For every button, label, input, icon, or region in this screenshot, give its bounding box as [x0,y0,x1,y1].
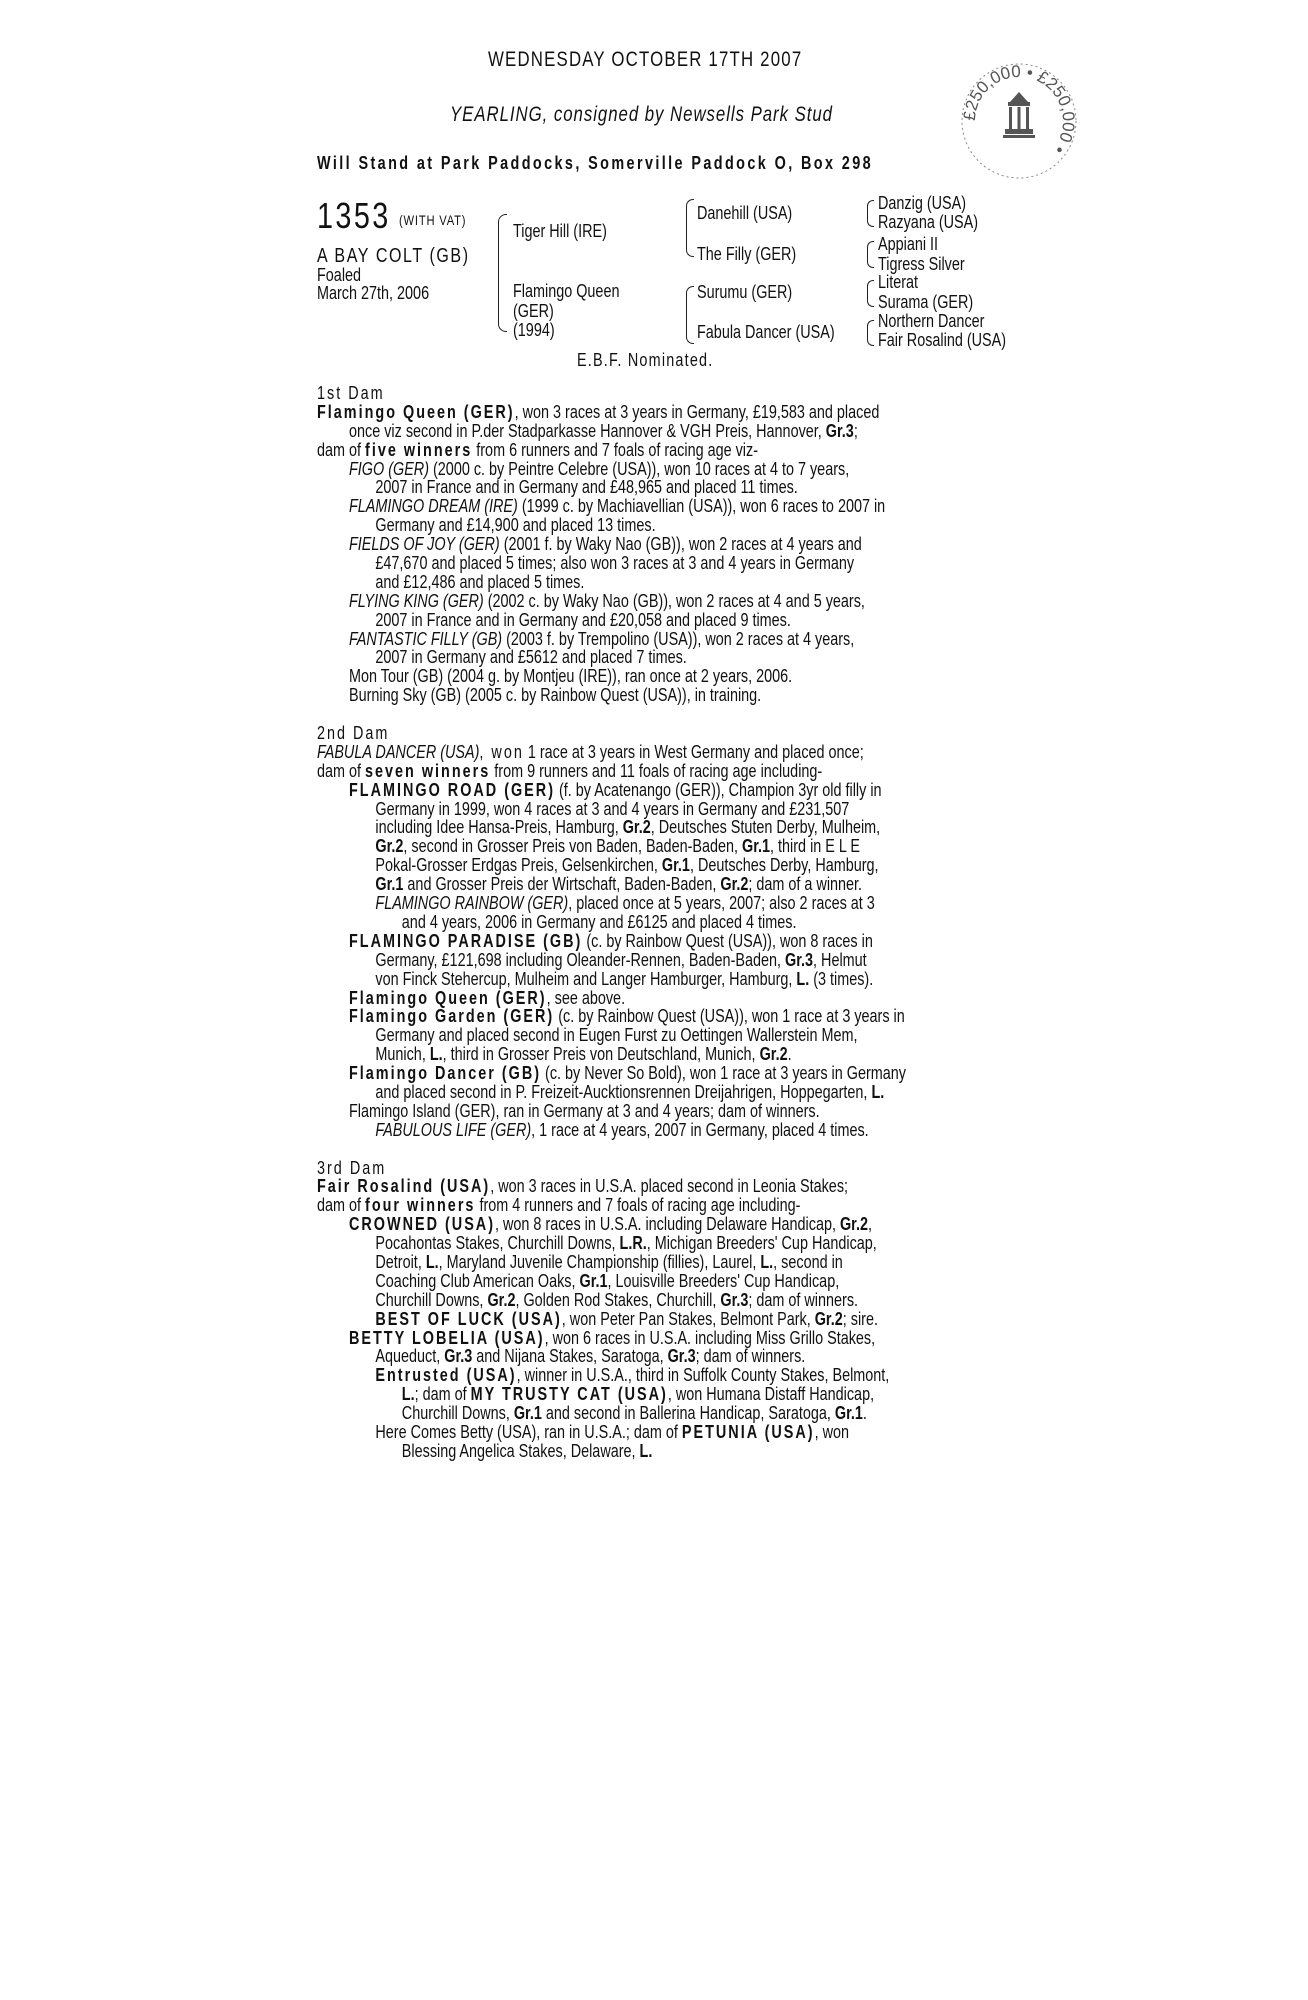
text: , Deutsches Stuten Derby, Mulheim, [650,817,881,838]
text: Detroit, [375,1251,426,1272]
pedigree-sdd: Tigress Silver [878,254,965,274]
pedigree-ssd: Razyana (USA) [878,212,979,232]
progeny-line [317,1233,877,1254]
text: , placed once at 5 years, 2007; also 2 races at 3 [568,893,875,914]
pedigree-dsd: Surama (GER) [878,292,974,312]
horse-name: FIELDS OF JOY (GER) [349,534,500,555]
text: , 1 race at 4 years, 2007 in Germany, placed 4 times. [531,1119,869,1140]
dam-name: Flamingo Queen (GER) [317,401,515,422]
progeny-line [317,667,869,686]
grade: L. [760,1251,774,1272]
text: ; dam of a winner. [748,874,863,895]
text: (2003 f. by Trempolino (USA)), won 2 races at 4 years, [502,628,855,649]
text: and Grosser Preis der Wirtschaft, Baden-Baden, [403,874,721,895]
second-dam-heading: 2nd Dam [317,723,390,744]
progeny-line [317,1291,869,1310]
progeny-line [317,913,869,932]
text: dam of [317,1195,366,1216]
text: , won 8 races in U.S.A. including Delaware Handicap, [495,1214,840,1235]
progeny-line [317,1102,869,1121]
progeny-line [317,1442,869,1461]
text: , won 3 races at 3 years in Germany, £19,583 and placed [514,401,880,422]
dam-name: FABULA DANCER (USA) [317,741,480,762]
text: Germany in 1999, won 4 races at 3 and 4 years in Germany and £231,507 [375,798,850,819]
grade: Gr.2 [720,874,749,895]
text: Churchill Downs, [375,1289,488,1310]
text: , won Peter Pan Stakes, Belmont Park, [561,1308,815,1329]
catalogue-body [317,384,1007,1461]
third-dam-heading: 3rd Dam [317,1157,387,1178]
text: von Finck Stehercup, Mulheim and Langer Hamburger, Hamburg, [375,968,797,989]
grade: L. [871,1081,885,1102]
grade: L. [639,1440,653,1461]
progeny-line [317,817,881,838]
text: , won Humana Distaff Handicap, [667,1384,875,1405]
progeny-line [317,592,869,611]
text: 2007 in France and in Germany and £48,965 and placed 11 times. [375,477,798,498]
text: and second in Ballerina Handicap, Saratoga, [541,1403,835,1424]
horse-name: Flamingo Garden (GER) [349,1006,555,1027]
text: , Michigan Breeders' Cup Handicap, [646,1233,877,1254]
text: , Maryland Juvenile Championship (fillies), Laurel, [438,1251,761,1272]
progeny-line [317,837,869,856]
text: from 4 runners and 7 foals of racing age including- [475,1195,801,1216]
price-seal-stamp [958,60,1080,182]
grade: Gr.2 [487,1289,516,1310]
pedigree-dam-sire: Surumu (GER) [697,282,793,302]
grade: Gr.1 [742,836,771,857]
text: Munich, [375,1044,430,1065]
horse-name: FLAMINGO RAINBOW (GER) [375,893,569,914]
ebf-nomination: E.B.F. Nominated. [577,350,714,370]
spacer [317,705,1007,724]
pedigree-sss: Danzig (USA) [878,193,967,213]
text: Churchill Downs, [401,1403,514,1424]
text: from 9 runners and 11 foals of racing age including- [490,760,823,781]
text: and placed second in P. Freizeit-Aucktionsrennen Dreijahrigen, Hoppegarten, [375,1081,872,1102]
grade: Gr.3 [825,420,854,441]
text: , won 3 races in U.S.A. placed second in Leonia Stakes; [490,1176,849,1197]
pedigree-sire-sire: Danehill (USA) [697,203,793,223]
grade: Gr.3 [785,949,814,970]
pedigree-brace-sd [867,241,874,268]
text: , won [479,741,524,762]
progeny-line [317,1006,905,1027]
first-dam-line [317,401,880,422]
text: and £12,486 and placed 5 times. [375,571,585,592]
pedigree-dss: Literat [878,272,919,292]
text: Burning Sky (GB) (2005 c. by Rainbow Quest (USA)), in training. [349,685,762,706]
second-dam-line [317,743,869,762]
third-dam-line [317,1177,869,1196]
progeny-line [317,1365,890,1386]
progeny-line [317,1081,885,1102]
text: dam of [317,439,366,460]
grade: Gr.1 [579,1270,608,1291]
grade: Gr.2 [839,1214,868,1235]
text: Pokal-Grosser Erdgas Preis, Gelsenkirchen, [375,855,662,876]
text: (c. by Never So Bold), won 1 race at 3 years in Germany [541,1063,906,1084]
text: Germany and £14,900 and placed 13 times. [375,515,656,536]
text: , Deutsches Derby, Hamburg, [689,855,879,876]
horse-name: FLAMINGO DREAM (IRE) [349,496,518,517]
progeny-line [317,1308,878,1329]
text: from 6 runners and 7 foals of racing age viz- [472,439,759,460]
stand-location: Will Stand at Park Paddocks, Somerville Paddock O, Box 298 [317,153,874,173]
text: dam of [317,760,366,781]
text: Germany, £121,698 including Oleander-Rennen, Baden-Baden, [375,949,786,970]
first-dam-line [317,441,869,460]
horse-name: Flamingo Dancer (GB) [349,1063,542,1084]
progeny-line [317,535,869,554]
grade: L. [401,1384,415,1405]
progeny-line [317,573,869,592]
text: . [787,1044,792,1065]
pedigree-brace-dam-line [686,286,694,344]
grade: L. [425,1251,439,1272]
text: Blessing Angelica Stakes, Delaware, [401,1440,640,1461]
grade: Gr.1 [513,1403,542,1424]
progeny-line [317,630,869,649]
progeny-line [317,875,869,894]
text: and Nijana Stakes, Saratoga, [472,1346,668,1367]
text: Flamingo Island (GER), ran in Germany at 3 and 4 years; dam of winners. [349,1100,820,1121]
text: (1999 c. by Machiavellian (USA)), won 6 races to 2007 in [517,496,886,517]
pedigree-sire-dam: The Filly (GER) [697,244,797,264]
grade: Gr.3 [720,1289,749,1310]
horse-name: FLAMINGO PARADISE (GB) [349,930,583,951]
auction-building-icon [1003,92,1035,138]
text: (2000 c. by Peintre Celebre (USA)), won 10 races at 4 to 7 years, [429,458,850,479]
text: 1 race at 3 years in West Germany and placed once; [523,741,864,762]
progeny-line [317,516,869,535]
grade: Gr.1 [375,874,404,895]
progeny-line [317,1214,873,1235]
text: £47,670 and placed 5 times; also won 3 races at 3 and 4 years in Germany [375,553,855,574]
text: Coaching Club American Oaks, [375,1270,580,1291]
seal-text: £250,000 • £250,000 • [959,61,1079,158]
lot-description: A BAY COLT (GB) [317,245,470,267]
progeny-line [317,989,869,1008]
horse-name: FLAMINGO ROAD (GER) [349,779,555,800]
pedigree-brace-sire-line [686,199,694,257]
progeny-line [317,1347,869,1366]
text: , won [814,1421,849,1442]
text: Mon Tour (GB) (2004 g. by Montjeu (IRE)), ran once at 2 years, 2006. [349,666,793,687]
text: ; dam of [414,1384,471,1405]
progeny-line [317,1404,869,1423]
grade: Gr.1 [661,855,690,876]
progeny-line [317,855,879,876]
pedigree-dam-dam: Fabula Dancer (USA) [697,322,835,342]
progeny-line [317,554,869,573]
progeny-line [317,800,869,819]
text: 2007 in Germany and £5612 and placed 7 times. [375,647,687,668]
text: . [862,1403,867,1424]
progeny-line [317,951,869,970]
text: , second in [773,1251,843,1272]
text: , third in Grosser Preis von Deutschland, Munich, [442,1044,760,1065]
progeny-line [317,779,882,800]
progeny-line [317,1272,869,1291]
text: (2001 f. by Waky Nao (GB)), won 2 races at 4 years and [499,534,862,555]
grade: Gr.1 [834,1403,863,1424]
progeny-line [317,1423,869,1442]
text: , Golden Rod Stakes, Churchill, [515,1289,721,1310]
text: , winner in U.S.A., third in Suffolk County Stakes, Belmont, [516,1365,890,1386]
text: 2007 in France and in Germany and £20,058 and placed 9 times. [375,609,791,630]
progeny-line [317,1121,869,1140]
pedigree-sds: Appiani II [878,234,939,254]
grade: Gr.2 [814,1308,843,1329]
pedigree-brace-ds [867,280,874,307]
progeny-line [317,1327,876,1348]
pedigree-dam-line1: Flamingo Queen [513,281,620,301]
text: ; sire. [842,1308,878,1329]
text: ; dam of winners. [748,1289,859,1310]
grade: Gr.2 [759,1044,788,1065]
progeny-line [317,1253,869,1272]
text: , won 6 races in U.S.A. including Miss Grillo Stakes, [544,1327,876,1348]
second-dam-line [317,762,869,781]
grade: Gr.2 [622,817,651,838]
text: (c. by Rainbow Quest (USA)), won 1 race at 3 years in [554,1006,905,1027]
text: once viz second in P.der Stadparkasse Hannover & VGH Preis, Hannover, [349,420,826,441]
text: , see above. [546,987,626,1008]
text: ; dam of winners. [695,1346,806,1367]
text: (f. by Acatenango (GER)), Champion 3yr old filly in [554,779,882,800]
progeny-line [317,648,869,667]
grade: L. [429,1044,443,1065]
third-dam-line [317,1196,869,1215]
horse-name: FLYING KING (GER) [349,590,484,611]
horse-name: BETTY LOBELIA (USA) [349,1327,545,1348]
text: Pocahontas Stakes, Churchill Downs, [375,1233,620,1254]
spacer [317,1140,1007,1159]
text: Here Comes Betty (USA), ran in U.S.A.; dam of [375,1421,682,1442]
pedigree-sire: Tiger Hill (IRE) [513,221,607,241]
grade: Gr.3 [667,1346,696,1367]
winners-count: four winners [365,1195,476,1216]
foaled-date: March 27th, 2006 [317,283,430,303]
text: , [868,1214,873,1235]
progeny-line [317,460,869,479]
horse-name: Flamingo Queen (GER) [349,987,547,1008]
horse-name: CROWNED (USA) [349,1214,495,1235]
grade: L.R. [619,1233,647,1254]
pedigree-dam-line3: (1994) [513,320,555,340]
text: (2002 c. by Waky Nao (GB)), won 2 races at 4 and 5 years, [483,590,865,611]
text: ; [853,420,858,441]
text: (3 times). [809,968,874,989]
progeny-line [317,893,875,914]
text: Aqueduct, [375,1346,445,1367]
winners-count: seven winners [365,760,491,781]
pedigree-dam-line2: (GER) [513,301,554,321]
consignor-line: YEARLING, consigned by Newsells Park Stud [450,103,833,126]
horse-name: MY TRUSTY CAT (USA) [470,1384,668,1405]
text: , third in E L E [770,836,860,857]
horse-name: PETUNIA (USA) [681,1421,815,1442]
winners-count: five winners [365,439,473,460]
foaled-label: Foaled [317,265,362,285]
pedigree-dds: Northern Dancer [878,311,985,331]
grade: L. [796,968,810,989]
progeny-line [317,1384,875,1405]
progeny-line [317,930,873,951]
progeny-line [317,1045,869,1064]
text: (c. by Rainbow Quest (USA)), won 8 races in [582,930,873,951]
pedigree-brace-dd [867,320,874,346]
progeny-line [317,1026,869,1045]
pedigree-ddd: Fair Rosalind (USA) [878,330,1007,350]
pedigree-brace-ss [867,200,874,227]
first-dam-line [317,422,869,441]
text: , Louisville Breeders' Cup Handicap, [607,1270,840,1291]
text: , second in Grosser Preis von Baden, Baden-Baden, [403,836,743,857]
progeny-line [317,968,874,989]
progeny-line [317,611,869,630]
sale-date: WEDNESDAY OCTOBER 17TH 2007 [488,48,803,71]
text: including Idee Hansa-Preis, Hamburg, [375,817,623,838]
lot-number: 1353 [317,195,391,236]
horse-name: FIGO (GER) [349,458,429,479]
text: and 4 years, 2006 in Germany and £6125 and placed 4 times. [401,911,797,932]
horse-name: Entrusted (USA) [375,1365,517,1386]
progeny-line [317,496,886,517]
grade: Gr.3 [444,1346,473,1367]
horse-name: FABULOUS LIFE (GER) [375,1119,532,1140]
text: Germany and placed second in Eugen Furst zu Oettingen Wallerstein Mem, [375,1025,858,1046]
progeny-line [317,478,869,497]
horse-name: BEST OF LUCK (USA) [375,1308,562,1329]
horse-name: FANTASTIC FILLY (GB) [349,628,503,649]
grade: Gr.2 [375,836,404,857]
pedigree-brace-gen1 [498,214,507,332]
text: , Helmut [813,949,867,970]
progeny-line [317,1063,906,1084]
first-dam-heading: 1st Dam [317,383,385,403]
progeny-line [317,686,869,705]
vat-note: (WITH VAT) [399,212,467,228]
dam-name: Fair Rosalind (USA) [317,1176,491,1197]
